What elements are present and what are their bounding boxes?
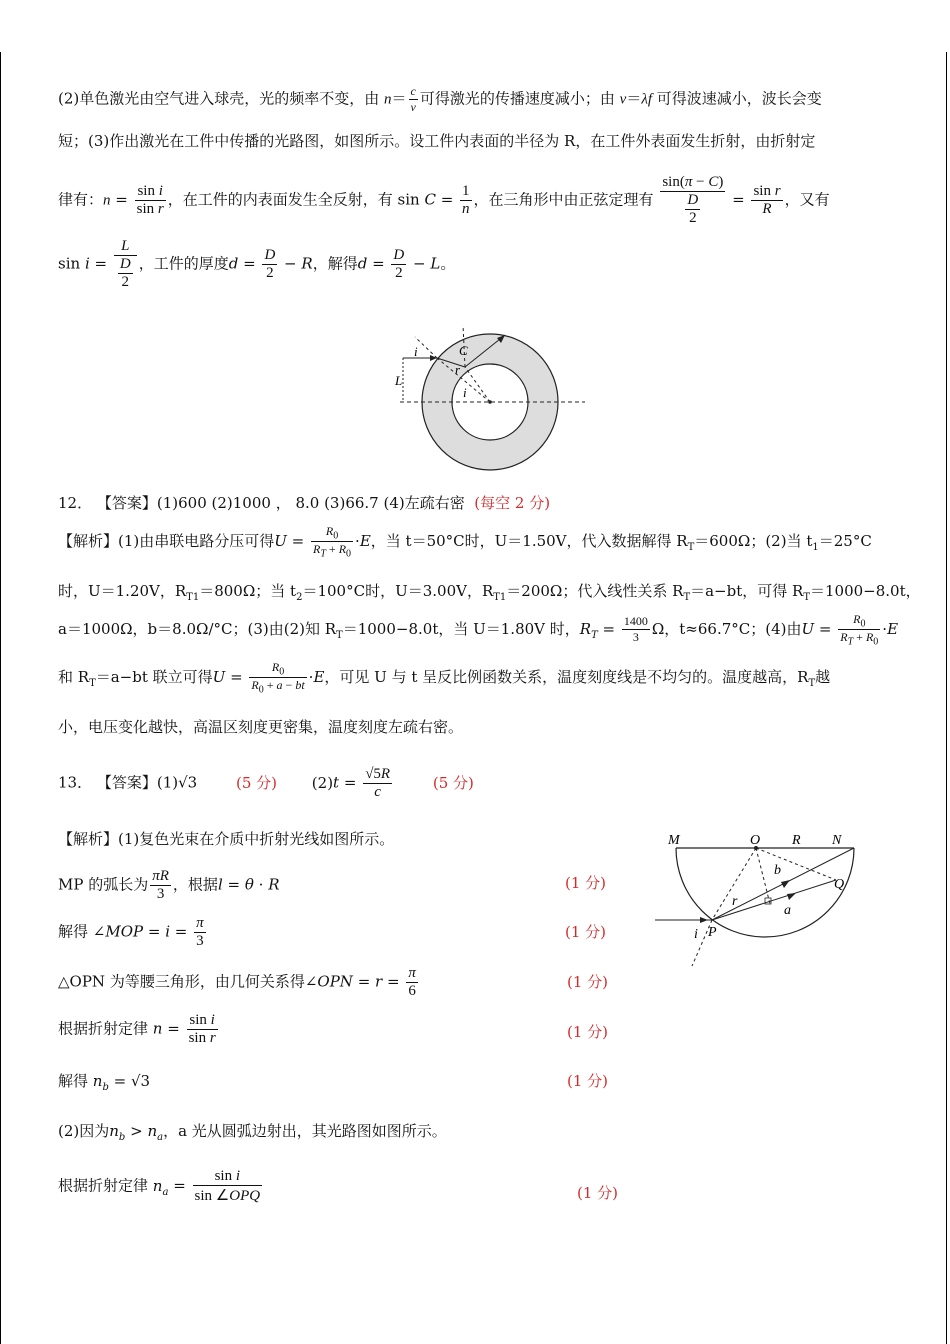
text-fragment: 时，U＝1.20V，R bbox=[58, 582, 187, 600]
text-fragment: ，在工件的内表面发生全反射，有 bbox=[167, 190, 393, 209]
text-fragment: 根据折射定律 bbox=[58, 1176, 149, 1195]
score-s6: (1 分) bbox=[567, 1072, 609, 1090]
q13-s6: 解得 $n_b = √3$ bbox=[58, 1072, 151, 1093]
q12-line2: 时，U＝1.20V，$R_{T1}=800\Omega$；当 $t_2=100^\circ C$时，U＝3.00V，$R_{T1}=200\Omega$；代入线性关系 $R_T=a-bt$，可得 $R_T=1000-8.0t$， bbox=[58, 582, 921, 603]
score-s4: (1 分) bbox=[567, 973, 609, 991]
text-fragment: 【解析】(1)由串联电路分压可得 bbox=[58, 531, 275, 550]
q13-s8: 根据折射定律 $n_a$ = $\frac{\text{sin i}}{\text{sin ∠OPQ}}$ bbox=[58, 1168, 261, 1204]
center-dot bbox=[488, 400, 492, 404]
q12-line5: 小，电压变化越快，高温区刻度更密集，温度刻度左疏右密。 bbox=[58, 718, 464, 736]
text-fragment: (2) bbox=[311, 773, 334, 792]
q13-score1: (5 分) bbox=[235, 773, 278, 792]
text-fragment: a＝1000Ω，b＝8.0Ω/°C；(3)由(2)知 R bbox=[58, 619, 337, 638]
para1-line1: (2)单色激光由空气进入球壳，光的频率不变，由 n＝ $\frac{c}{v}$ 可得激光的传播速度减小；由 v＝λf 可得波速减小，波长会变 bbox=[58, 84, 822, 114]
text-fragment: 13． 【答案】(1) bbox=[58, 773, 179, 792]
label-p: P bbox=[708, 925, 717, 940]
label-m: M bbox=[668, 833, 680, 848]
label-r: r bbox=[455, 362, 461, 377]
label-l: L bbox=[395, 373, 403, 388]
text-fragment: ＝200Ω；代入线性关系 R bbox=[506, 582, 684, 600]
q12-answer bbox=[58, 492, 550, 513]
normal-extension bbox=[415, 337, 437, 358]
ray-a bbox=[712, 880, 836, 920]
text-fragment: 和 R bbox=[58, 667, 90, 686]
text-fragment: MP 的弧长为 bbox=[58, 875, 149, 894]
label-i: i bbox=[414, 344, 418, 359]
q13-s4: △OPN 为等腰三角形，由几何关系得∠OPN = r = $\frac{\pi}{6}$ bbox=[58, 965, 416, 999]
text-fragment: ，当 t＝50°C时，U＝1.50V，代入数据解得 R bbox=[370, 531, 688, 550]
q12-answer-text: 12． 【答案】(1)600 (2)1000 ， 8.0 (3)66.7 (4)左疏右密 bbox=[58, 494, 465, 512]
q12-line3: a＝1000Ω，b＝8.0Ω/°C；(3)由(2)知 $R_T=1000-8.0t$，当 U＝1.80V 时，$R_T$ = $\frac{1400}{3}$ Ω，t≈66.7°C；(4)由U = $\frac{R_0}{R_T + R_0}$ ·E bbox=[58, 612, 899, 648]
q13-answer: 13． 【答案】(1)√3 (5 分) (2)t = $\frac{√5R}{c}$ (5 分) bbox=[58, 766, 474, 800]
q13-s5: 根据折射定律 n = $\frac{\text{sin i}}{\text{sin r}}$ bbox=[58, 1012, 216, 1046]
text-fragment: ＝1000−8.0t，当 U＝1.80V 时， bbox=[342, 619, 580, 638]
label-q: Q bbox=[834, 877, 845, 892]
text-fragment: 。 bbox=[440, 254, 456, 273]
text-fragment: 律有： bbox=[58, 190, 104, 209]
q12-line4: 和 $R_T=a-bt$ 联立可得U = $\frac{R_0}{R_0 + a - bt}$ ·E，可见 U 与 t 呈反比例函数关系，温度刻度线是不均匀的。温度越高，$R_T$越 bbox=[58, 660, 831, 696]
text-fragment: △OPN 为等腰三角形，由几何关系得 bbox=[58, 972, 305, 991]
label-n: N bbox=[832, 833, 842, 848]
q13-s3: 解得 ∠MOP = i = $\frac{\pi}{3}$ bbox=[58, 915, 204, 949]
q12-line1: 【解析】(1)由串联电路分压可得U = $\frac{R_0}{R_T + R_0}$ ·E，当 t＝50°C时，U＝1.50V，代入数据解得 $R_T=600\Omega$；(2)当 $t_1=25^\circ C$ bbox=[58, 524, 872, 560]
radius-oq bbox=[756, 848, 836, 880]
label-r: R bbox=[792, 833, 801, 848]
score-s2: (1 分) bbox=[565, 874, 607, 892]
q13-s1: 【解析】(1)复色光束在介质中折射光线如图所示。 bbox=[58, 830, 395, 848]
text-fragment: ，解得 bbox=[312, 254, 358, 273]
label-c: C bbox=[459, 343, 468, 358]
text-fragment: ＝800Ω；当 t bbox=[199, 582, 297, 600]
para1-line3: 律有：n = $\frac{\text{sin i}}{\text{sin r}}$ ，在工件的内表面发生全反射，有 sin C = $\frac{1}{n}$ ，在三角形中由正弦定理有 $\frac{\sin(\pi - C)}{\frac{D}{2}}$ = $\frac{\text{sin r}}{R}$ ，又有 bbox=[58, 174, 830, 226]
score-s8: (1 分) bbox=[577, 1184, 619, 1202]
left-page-border bbox=[0, 52, 1, 1344]
text-fragment: ，根据 bbox=[172, 875, 218, 894]
label-r-angle: r bbox=[732, 894, 738, 909]
text-fragment: Ω，t≈66.7°C；(4)由 bbox=[651, 619, 802, 638]
arrowhead bbox=[700, 917, 708, 923]
right-page-border bbox=[946, 52, 947, 1344]
text-fragment: (2)因为 bbox=[58, 1122, 110, 1140]
arrowhead bbox=[787, 893, 796, 900]
text-fragment: ＝100°C时，U＝3.00V，R bbox=[302, 582, 494, 600]
score-s3: (1 分) bbox=[565, 923, 607, 941]
text-fragment: ＝25°C bbox=[818, 531, 872, 550]
ring-diagram bbox=[385, 325, 585, 475]
label-i2: i bbox=[463, 385, 467, 400]
q13-s2: MP 的弧长为 $\frac{\pi R}{3}$ ，根据l = θ · R bbox=[58, 868, 280, 902]
para1-line4: sin i = $\frac{L}{\frac{D}{2}}$ ，工件的厚度d = $\frac{D}{2}$ − R，解得d = $\frac{D}{2}$ − L。 bbox=[58, 238, 456, 290]
text-fragment: ，在三角形中由正弦定理有 bbox=[473, 190, 654, 209]
text-fragment: 越 bbox=[815, 667, 831, 686]
q13-s7: (2)因为$n_b > n_a$，a 光从圆弧边射出，其光路图如图所示。 bbox=[58, 1122, 447, 1143]
text-fragment: 解得 bbox=[58, 1072, 89, 1090]
label-i: i bbox=[694, 927, 698, 942]
label-a: a bbox=[784, 903, 791, 918]
text-fragment: ，a 光从圆弧边射出，其光路图如图所示。 bbox=[163, 1122, 447, 1140]
q12-score: (每空 2 分) bbox=[474, 494, 551, 512]
text-fragment: ＝600Ω；(2)当 t bbox=[694, 531, 813, 550]
score-s5: (1 分) bbox=[567, 1023, 609, 1041]
text-fragment: 根据折射定律 bbox=[58, 1019, 149, 1038]
label-b: b bbox=[774, 863, 781, 878]
text-fragment: ，可见 U 与 t 呈反比例函数关系，温度刻度线是不均匀的。温度越高，R bbox=[324, 667, 809, 686]
text-fragment: ，工件的厚度 bbox=[138, 254, 229, 273]
q13-score2: (5 分) bbox=[432, 773, 474, 792]
semicircle-diagram bbox=[650, 828, 870, 973]
arrowhead bbox=[781, 880, 790, 888]
text-fragment: ＝a−bt 联立可得 bbox=[95, 667, 213, 686]
text-fragment: ＝a−bt，可得 R bbox=[690, 582, 804, 600]
text-fragment: 解得 bbox=[58, 922, 89, 941]
para1-line2: 短；(3)作出激光在工件中传播的光路图，如图所示。设工件内表面的半径为 R，在工件外表面发生折射，由折射定 bbox=[58, 132, 816, 150]
text-fragment: ，又有 bbox=[784, 190, 830, 209]
text-fragment: ＝1000−8.0t， bbox=[810, 582, 921, 600]
perpendicular bbox=[756, 848, 770, 904]
label-o: O bbox=[750, 833, 761, 848]
